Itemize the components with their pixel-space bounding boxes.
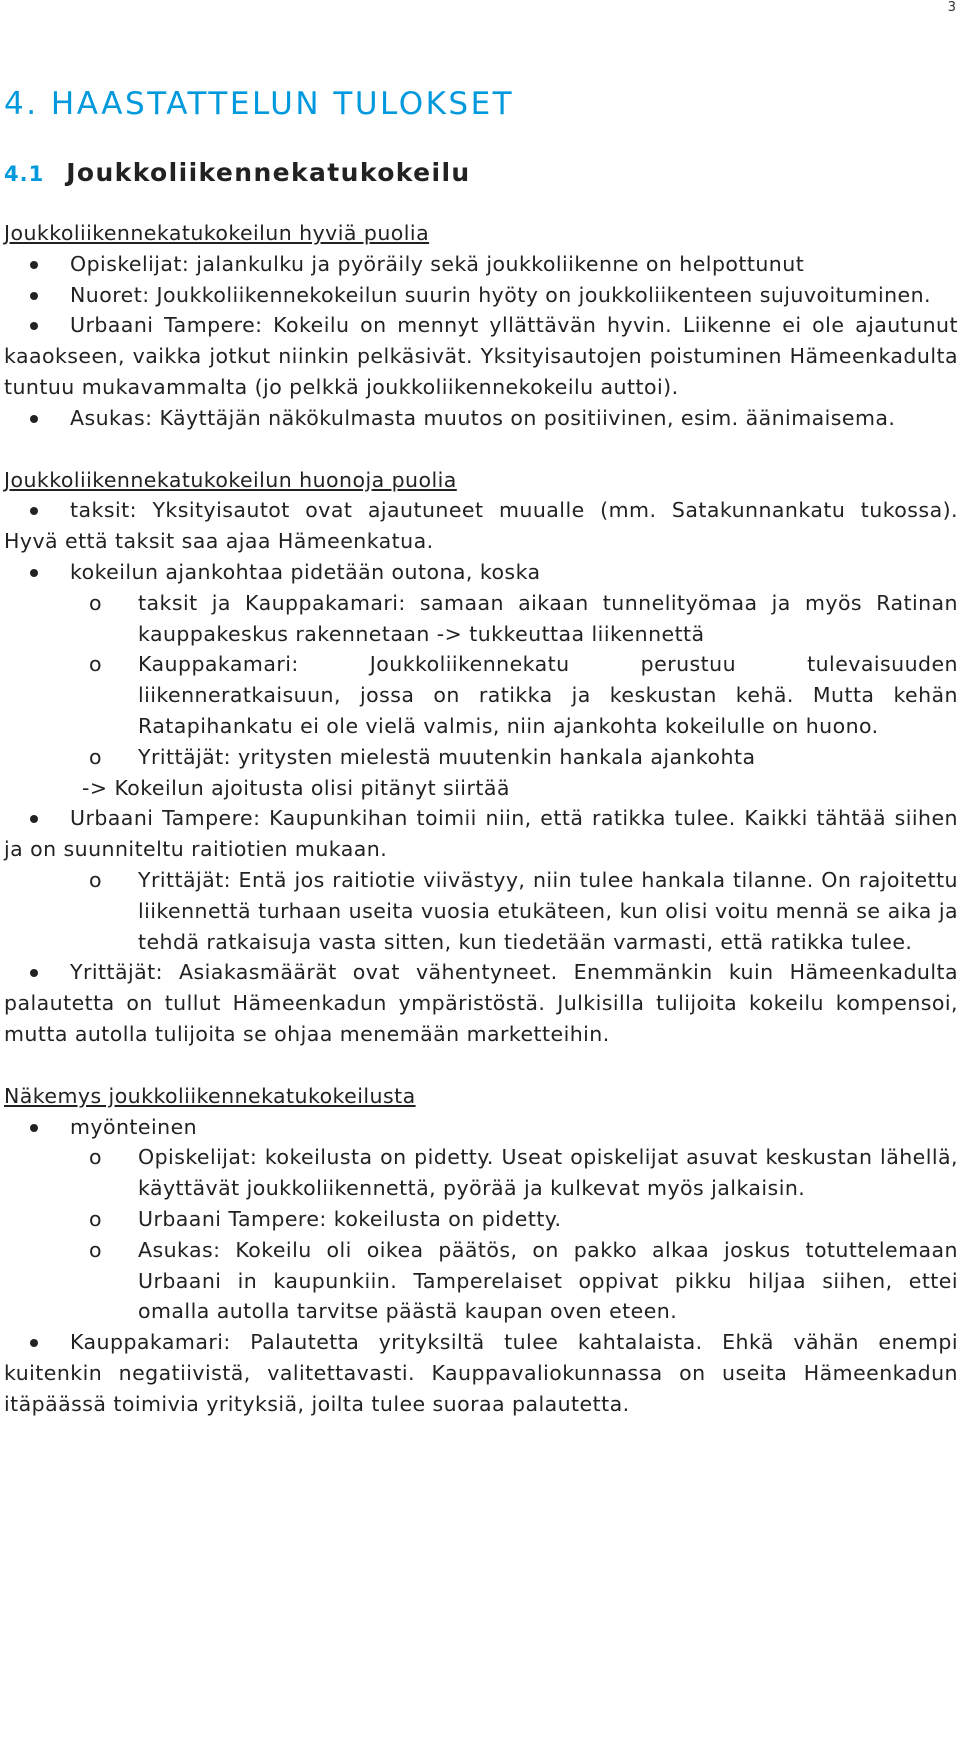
subsection-title-good: Joukkoliikennekatukokeilun hyviä puolia (4, 221, 430, 245)
page-number: 3 (947, 0, 956, 15)
sub-list-item: o Yrittäjät: Entä jos raitiotie viivästyy, niin tulee hankala tilanne. On rajoitettu liikennettä turhaan useita vuosia etukäteen, kun olisi voitu mennä se aika ja tehdä ratkaisuja vasta sitten, kun tiedetään varmasti, että ratikka tulee. (4, 865, 958, 957)
list-item-text: kokeilun ajankohtaa pidetään outona, koska (70, 559, 541, 584)
list-item (4, 803, 958, 957)
list-item (4, 557, 958, 803)
subsection-title-view: Näkemys joukkoliikennekatukokeilusta (4, 1083, 416, 1108)
list-item: Kauppakamari: Palautetta yrityksiltä tulee kahtalaista. Ehkä vähän enempi kuitenkin negatiivistä, valitettavasti. Kauppavaliokunnassa on useita Hämeenkadun itäpäässä toimivia yrityksiä, joilta tulee suoraa palautetta. (4, 1327, 958, 1419)
list-item: taksit: Yksityisautot ovat ajautuneet muualle (mm. Satakunnankatu tukossa). Hyvä että taksit saa ajaa Hämeenkatua. (4, 495, 958, 557)
sub-list-item: o Opiskelijat: kokeilusta on pidetty. Useat opiskelijat asuvat keskustan lähellä, käyttävät joukkoliikennettä, pyörää ja kulkevat myös jalkaisin. (4, 1142, 958, 1204)
list-item-text: myönteinen (70, 1114, 198, 1139)
arrow-note: -> Kokeilun ajoitusta olisi pitänyt siirtää (82, 775, 510, 800)
list-item: Opiskelijat: jalankulku ja pyöräily sekä joukkoliikenne on helpottunut (4, 249, 958, 280)
sub-list-item: o Urbaani Tampere: kokeilusta on pidetty. (4, 1204, 958, 1235)
list-item: Asukas: Käyttäjän näkökulmasta muutos on positiivinen, esim. äänimaisema. (4, 403, 958, 434)
section-number: 4.1 (4, 162, 45, 186)
list-item: Yrittäjät: Asiakasmäärät ovat vähentyneet. Enemmänkin kuin Hämeenkadulta palautetta on tullut Hämeenkadun ympäristöstä. Julkisilla tulijoita kokeilu kompensoi, mutta autolla tulijoita se ohjaa menemään marketteihin. (4, 957, 958, 1049)
sub-list-item: o Kauppakamari: Joukkoliikennekatu perustuu tulevaisuuden liikenneratkaisuun, jossa on ratikka ja keskustan kehä. Mutta kehän Ratapihankatu ei ole vielä valmis, niin ajankohta kokeilulle on huono. (4, 649, 958, 741)
sub-list-item: o Asukas: Kokeilu oli oikea päätös, on pakko alkaa joskus totuttelemaan Urbaani in kaupunkiin. Tamperelaiset oppivat pikku hiljaa siihen, ettei omalla autolla tarvitse päästä kaupan oven eteen. (4, 1235, 958, 1327)
section-title: Joukkoliikennekatukokeilu (66, 158, 471, 187)
list-item: Nuoret: Joukkoliikennekokeilun suurin hyöty on joukkoliikenteen sujuvoituminen. (4, 280, 958, 311)
good-sides-list (4, 249, 958, 434)
document-body (4, 218, 958, 1419)
view-list (4, 1112, 958, 1420)
bad-sides-list (4, 495, 958, 1049)
list-item-text: Urbaani Tampere: Kaupunkihan toimii niin, että ratikka tulee. Kaikki tähtää siihen ja on suunniteltu raitiotien mukaan. (4, 806, 958, 862)
sub-list (70, 588, 958, 773)
sub-list-item: o Yrittäjät: yritysten mielestä muutenkin hankala ajankohta (4, 742, 958, 773)
sub-list (70, 1142, 958, 1327)
chapter-heading: 4. HAASTATTELUN TULOKSET (4, 86, 515, 122)
list-item: Urbaani Tampere: Kokeilu on mennyt yllättävän hyvin. Liikenne ei ole ajautunut kaaokseen, vaikka jotkut niinkin pelkäsivät. Yksityisautojen poistuminen Hämeenkadulta tuntuu mukavammalta (jo pelkkä joukkoliikennekokeilu auttoi). (4, 310, 958, 402)
subsection-title-bad: Joukkoliikennekatukokeilun huonoja puolia (4, 467, 457, 492)
list-item (4, 1112, 958, 1328)
sub-list-item: o taksit ja Kauppakamari: samaan aikaan tunnelityömaa ja myös Ratinan kauppakeskus rakennetaan -> tukkeuttaa liikennettä (4, 588, 958, 650)
section-heading (4, 158, 471, 187)
sub-list (4, 865, 958, 957)
